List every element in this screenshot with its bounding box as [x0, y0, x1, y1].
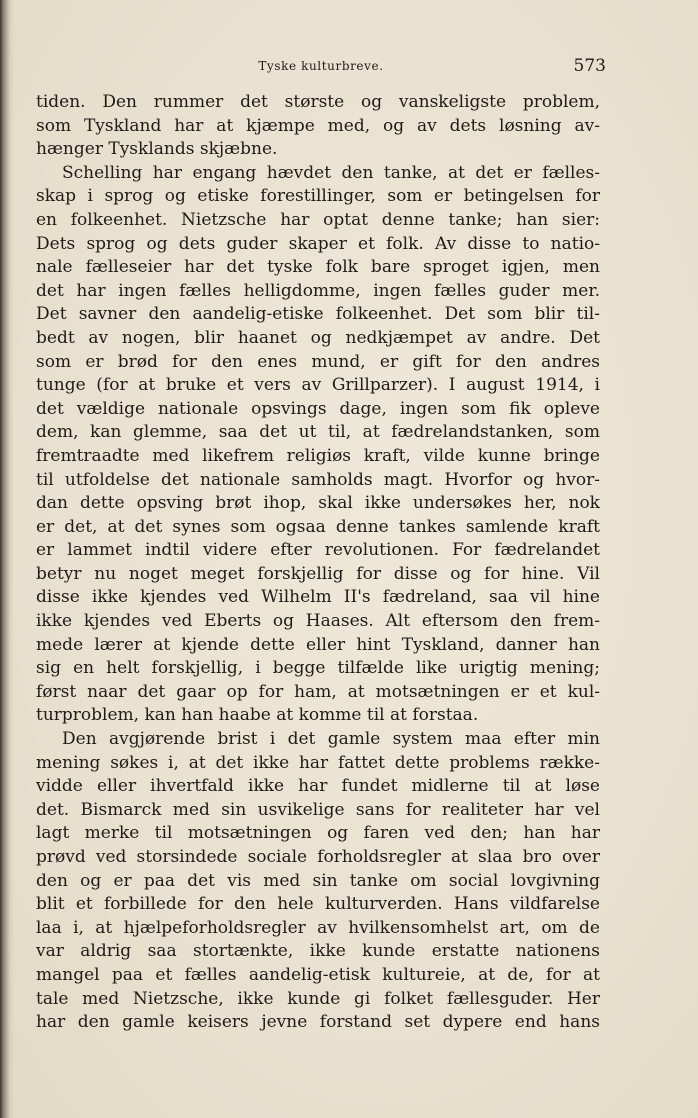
- text-line: prøvd ved storsindede sociale forholdsregler at slaa bro over: [36, 847, 600, 867]
- text-line: den og er paa det vis med sin tanke om social lovgivning: [36, 870, 600, 891]
- text-line: som er brød for den enes mund, er gift for den andres: [36, 351, 600, 372]
- text-line: nale fælleseier har det tyske folk bare sproget igjen, men: [36, 257, 600, 278]
- text-line: skap i sprog og etiske forestillinger, som er betingelsen for: [36, 186, 600, 207]
- text-line: Schelling har engang hævdet den tanke, at det er fælles-: [62, 162, 600, 183]
- text-line: det. Bismarck med sin usvikelige sans for realiteter har vel: [36, 799, 600, 820]
- text-line: disse ikke kjendes ved Wilhelm II's fædreland, saa vil hine: [36, 587, 600, 608]
- text-line: dan dette opsving brøt ihop, skal ikke undersøkes her, nok: [36, 493, 600, 514]
- text-line: mangel paa et fælles aandelig-etisk kultureie, at de, for at: [36, 964, 600, 985]
- text-line: sig en helt forskjellig, i begge tilfælde like urigtig mening;: [36, 658, 600, 679]
- text-line: ikke kjendes ved Eberts og Haases. Alt eftersom den frem-: [36, 611, 600, 632]
- running-head: [36, 56, 606, 78]
- text-line: dem, kan glemme, saa det ut til, at fædrelandstanken, som: [36, 422, 600, 443]
- text-line: mening søkes i, at det ikke har fattet dette problems række-: [36, 752, 600, 773]
- text-line: først naar det gaar op for ham, at motsætningen er et kul-: [36, 681, 600, 702]
- text-line: var aldrig saa stortænkte, ikke kunde erstatte nationens: [36, 941, 600, 962]
- text-line: turproblem, kan han haabe at komme til at forstaa.: [36, 705, 479, 726]
- text-line: mede lærer at kjende dette eller hint Tyskland, danner han: [36, 634, 600, 655]
- text-line: bedt av nogen, blir haanet og nedkjæmpet av andre. Det: [36, 327, 600, 348]
- text-line: fremtraadte med likefrem religiøs kraft, vilde kunne bringe: [36, 445, 600, 466]
- text-line: Den avgjørende brist i det gamle system maa efter min: [62, 729, 600, 750]
- text-line: som Tyskland har at kjæmpe med, og av dets løsning av-: [36, 115, 600, 136]
- text-line: det har ingen fælles helligdomme, ingen fælles guder mer.: [36, 280, 600, 301]
- text-line: tale med Nietzsche, ikke kunde gi folket fællesguder. Her: [36, 988, 600, 1009]
- text-line: det vældige nationale opsvings dage, ingen som fik opleve: [36, 398, 600, 419]
- text-line: til utfoldelse det nationale samholds magt. Hvorfor og hvor-: [36, 469, 600, 490]
- text-line: tunge (for at bruke et vers av Grillparzer). I august 1914, i: [36, 375, 600, 396]
- text-line: Dets sprog og dets guder skaper et folk. Av disse to natio-: [36, 233, 600, 254]
- text-line: betyr nu noget meget forskjellig for disse og for hine. Vil: [36, 563, 600, 584]
- text-line: har den gamle keisers jevne forstand set dypere end hans: [36, 1012, 600, 1033]
- text-line: lagt merke til motsætningen og faren ved den; han har: [36, 823, 600, 844]
- page-number: 573: [573, 56, 606, 76]
- text-line: er det, at det synes som ogsaa denne tankes samlende kraft: [36, 516, 600, 537]
- running-title: Tyske kulturbreve.: [258, 59, 384, 73]
- text-line: Det savner den aandelig-etiske folkeenhet. Det som blir til-: [36, 304, 600, 325]
- text-line: en folkeenhet. Nietzsche har optat denne tanke; han sier:: [36, 209, 600, 230]
- text-line: laa i, at hjælpeforholdsregler av hvilkensomhelst art, om de: [36, 917, 600, 938]
- binding-gutter-shadow: [0, 0, 14, 1118]
- text-line: vidde eller ihvertfald ikke har fundet midlerne til at løse: [36, 776, 600, 797]
- text-line: hænger Tysklands skjæbne.: [36, 139, 278, 160]
- text-line: blit et forbillede for den hele kulturverden. Hans vildfarelse: [36, 894, 600, 915]
- text-line: tiden. Den rummer det største og vanskeligste problem,: [36, 92, 600, 112]
- body-text: [36, 91, 600, 1035]
- text-line: er lammet indtil videre efter revolutionen. For fædrelandet: [36, 540, 600, 561]
